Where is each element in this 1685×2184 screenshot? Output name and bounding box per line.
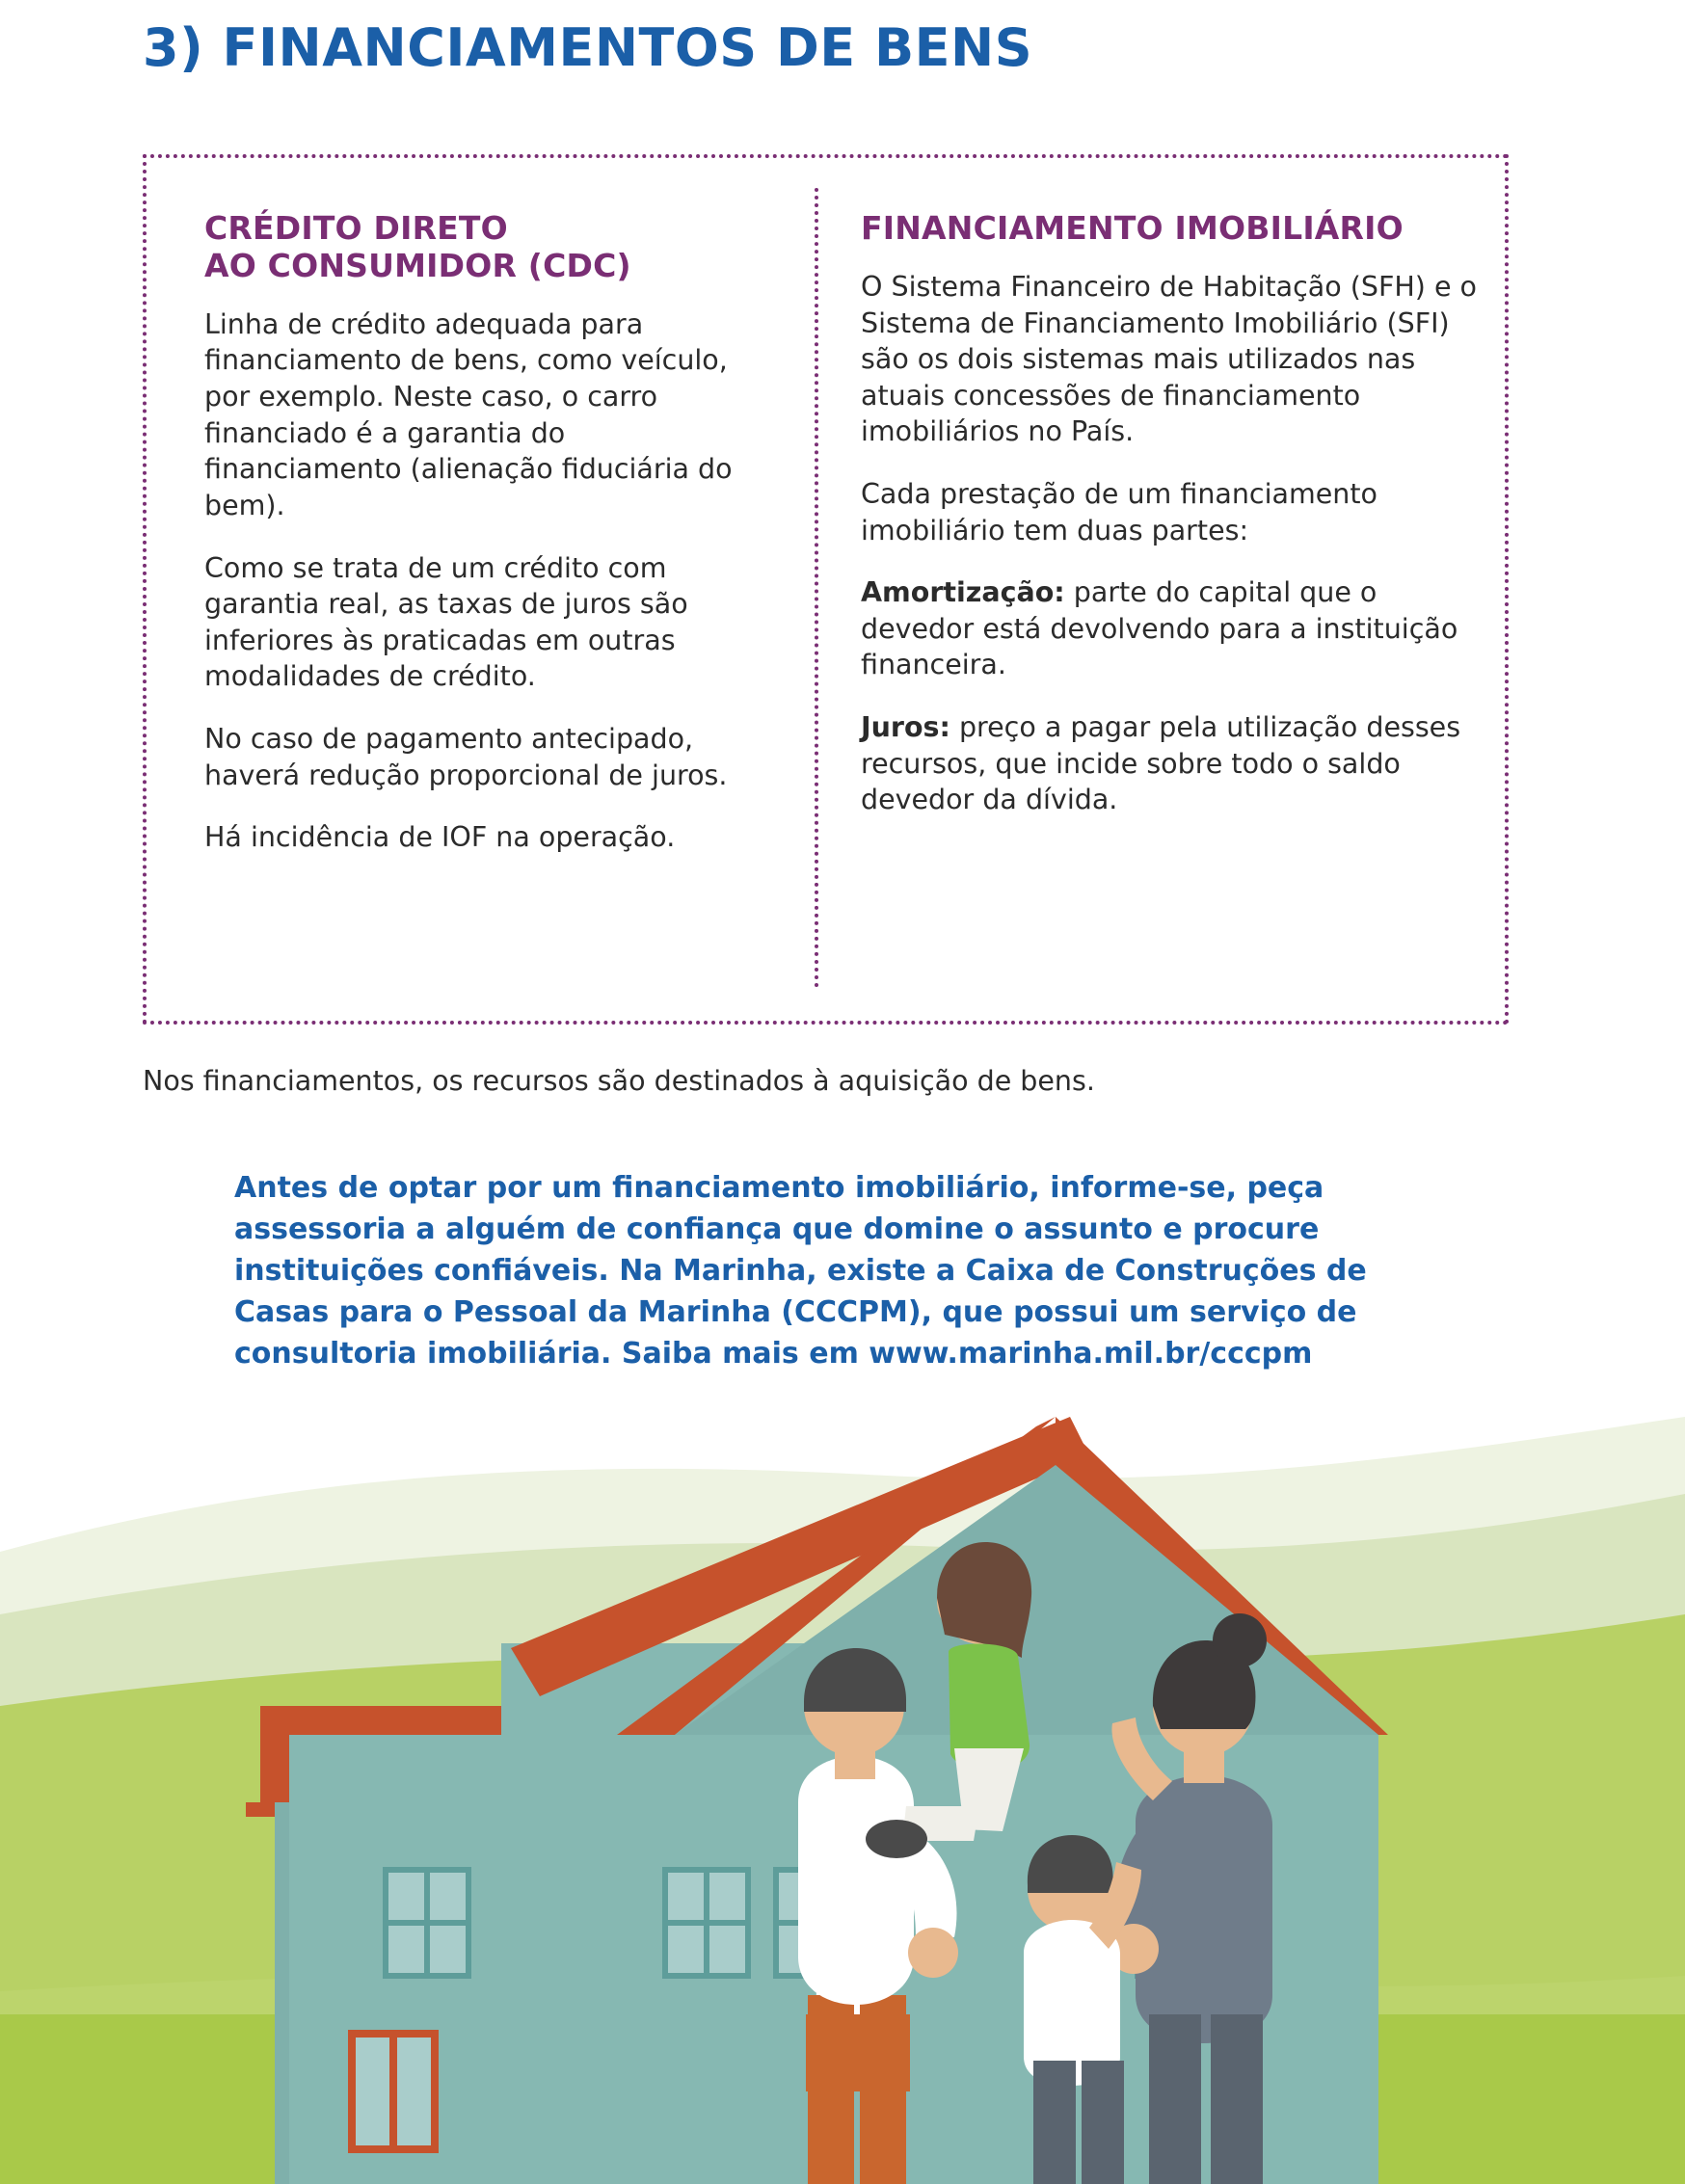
term-text-juros: preço a pagar pela utilização desses recursos, que incide sobre todo o saldo devedor da dívida. [861, 711, 1461, 816]
mother-dress [1136, 1775, 1272, 2043]
boy-leg-right [1082, 2061, 1124, 2184]
column-cdc [204, 210, 763, 856]
imobiliario-term-juros [861, 709, 1478, 818]
cdc-paragraph-4: Há incidência de IOF na operação. [204, 821, 676, 854]
note-text: Nos financiamentos, os recursos são destinados à aquisição de bens. [143, 1065, 1095, 1097]
cdc-heading-line2: AO CONSUMIDOR (CDC) [204, 246, 631, 284]
cdc-paragraph-1: Linha de crédito adequada para financiamento de bens, como veículo, por exemplo. Neste caso, o carro financiado é a garantia do financiamento (alienação fiduciária do bem). [204, 307, 733, 521]
cdc-paragraph-3: No caso de pagamento antecipado, haverá redução proporcional de juros. [204, 722, 728, 791]
imobiliario-paragraph-2: Cada prestação de um financiamento imobiliário tem duas partes: [861, 477, 1377, 546]
term-text-amortizacao: parte do capital que o devedor está devolvendo para a instituição financeira. [861, 576, 1458, 681]
column-financiamento-imobiliario [861, 210, 1478, 818]
term-label-juros: Juros: [861, 711, 950, 744]
mother-leg-right [1211, 2014, 1263, 2184]
child-shoe [866, 1820, 927, 1858]
cdc-heading-line1: CRÉDITO DIRETO [204, 209, 508, 247]
highlight-text: Antes de optar por um financiamento imobiliário, informe-se, peça assessoria a alguém de confiança que domine o assunto e procure instituições confiáveis. Na Marinha, existe a Caixa de Construções de Casas para o Pessoal da Marinha (CCCPM), que possui um serviço de consultoria imobiliária. Saiba mais em www.marinha.mil.br/cccpm [234, 1171, 1367, 1371]
father-hand [908, 1928, 958, 1978]
father-pants [806, 2014, 910, 2091]
term-label-amortizacao: Amortização: [861, 576, 1065, 609]
imobiliario-heading: FINANCIAMENTO IMOBILIÁRIO [861, 209, 1404, 247]
imobiliario-paragraph-1: O Sistema Financeiro de Habitação (SFH) e o Sistema de Financiamento Imobiliário (SFI) são os dois sistemas mais utilizados nas atuais concessões de financiamento imobiliários no País. [861, 270, 1477, 448]
page-title: 3) FINANCIAMENTOS DE BENS [143, 17, 1033, 78]
illustration-svg [0, 1417, 1685, 2184]
father-torso [798, 1756, 914, 2005]
mother-neck [1184, 1745, 1224, 1783]
mother-bun [1213, 1613, 1267, 1667]
boy-leg-left [1033, 2061, 1076, 2184]
illustration-family-house [0, 1417, 1685, 2184]
imobiliario-term-amortizacao [861, 574, 1478, 683]
father-neck [835, 1745, 875, 1779]
column-divider [815, 188, 818, 988]
cdc-paragraph-2: Como se trata de um crédito com garantia real, as taxas de juros são inferiores às praticadas em outras modalidades de crédito. [204, 551, 688, 693]
mother-leg-left [1149, 2014, 1201, 2184]
cdc-heading [204, 210, 763, 285]
